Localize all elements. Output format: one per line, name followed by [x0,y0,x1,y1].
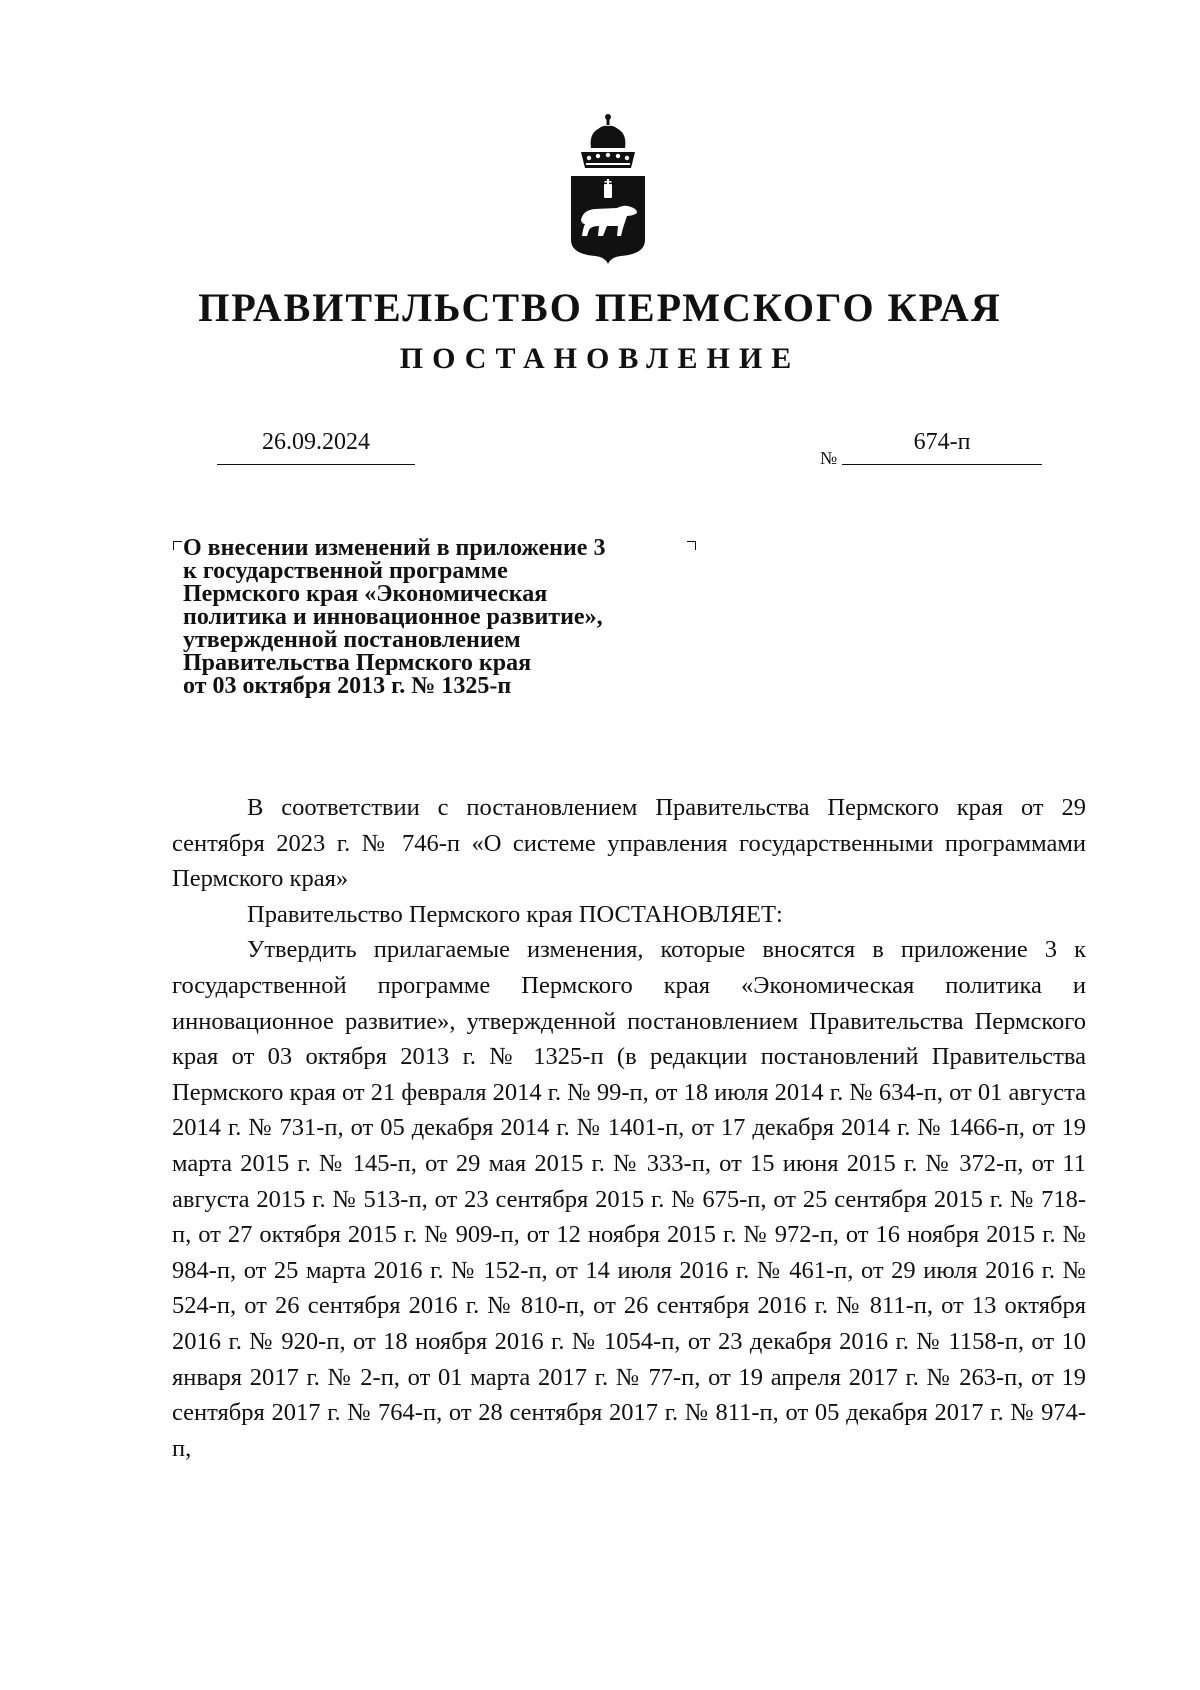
subject-line: О внесении изменений в приложение 3 [183,535,606,561]
document-body [172,790,1086,1466]
body-paragraph-resolves: Правительство Пермского края ПОСТАНОВЛЯЕТ: [247,900,783,928]
subject-line: Пермского края «Экономическая [183,581,548,607]
document-subject [183,537,703,698]
subject-line: от 03 октября 2013 г. № 1325-п [183,673,512,699]
document-type: ПОСТАНОВЛЕНИЕ [399,342,801,375]
subject-line: утвержденной постановлением [183,627,521,653]
organization-title: ПРАВИТЕЛЬСТВО ПЕРМСКОГО КРАЯ [198,285,1002,330]
body-paragraph-approve: Утвердить прилагаемые изменения, которые вносятся в приложение 3 к государственной программе Пермского края «Экономическая политика и инновационное развитие», утвержденной постановлением Правительства Пермского края от 03 октября 2013 г. № 1325-п (в редакции постановлений Правительства Пермского края от 21 февраля 2014 г. № 99-п, от 18 июля 2014 г. № 634-п, от 01 августа 2014 г. № 731-п, от 05 декабря 2014 г. № 1401-п, от 17 декабря 2014 г. № 1466-п, от 19 марта 2015 г. № 145-п, от 29 мая 2015 г. № 333-п, от 15 июня 2015 г. № 372-п, от 11 августа 2015 г. № 513-п, от 23 сентября 2015 г. № 675-п, от 25 сентября 2015 г. № 718-п, от 27 октября 2015 г. № 909-п, от 12 ноября 2015 г. № 972-п, от 16 ноября 2015 г. № 984-п, от 25 марта 2016 г. № 152-п, от 14 июля 2016 г. № 461-п, от 29 июля 2016 г. № 524-п, от 26 сентября 2016 г. № 810-п, от 26 сентября 2016 г. № 811-п, от 13 октября 2016 г. № 920-п, от 18 ноября 2016 г. № 1054-п, от 23 декабря 2016 г. № 1158-п, от 10 января 2017 г. № 2-п, от 01 марта 2017 г. № 77-п, от 19 апреля 2017 г. № 263-п, от 19 сентября 2017 г. № 764-п, от 28 сентября 2017 г. № 811-п, от 05 декабря 2017 г. № 974-п, [172,936,1086,1462]
document-date: 26.09.2024 [217,424,415,465]
perm-krai-coat-of-arms-icon [567,112,649,264]
subject-corner-mark-right [687,541,696,550]
subject-line: политика и инновационное развитие», [183,604,603,630]
subject-line: Правительства Пермского края [183,650,532,676]
body-paragraph-preamble: В соответствии с постановлением Правительства Пермского края от 29 сентября 2023 г. № 746-п «О системе управления государственными программами Пермского края» [172,794,1086,893]
number-label: № [820,448,838,468]
subject-line: к государственной программе [183,558,508,584]
document-number: 674-п [842,424,1042,465]
subject-corner-mark-left [173,541,182,550]
